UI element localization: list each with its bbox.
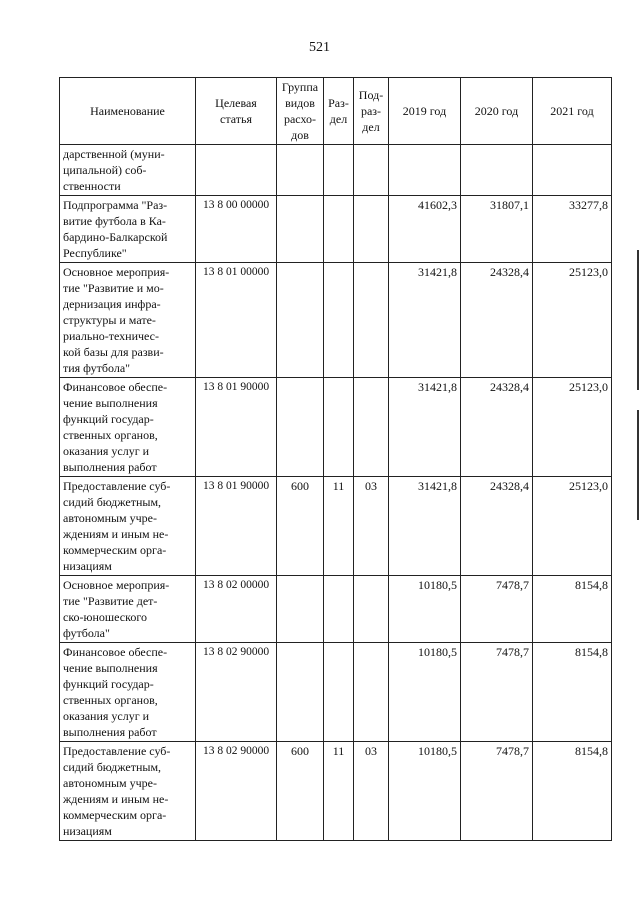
row-subsection: 03: [354, 742, 389, 841]
page-number: 521: [309, 40, 330, 55]
row-expense-group: 600: [277, 742, 324, 841]
row-expense-group: [277, 378, 324, 477]
row-name-line: Основное мероприя-: [63, 265, 170, 279]
row-value-2019: 41602,3: [389, 196, 461, 263]
row-subsection: 03: [354, 477, 389, 576]
row-name: [60, 378, 196, 477]
table-row: [60, 477, 612, 576]
row-name-line: дарственной (муни-: [63, 147, 165, 161]
row-value-2019: 10180,5: [389, 576, 461, 643]
row-name-line: Финансовое обеспе-: [63, 380, 168, 394]
table-row: [60, 742, 612, 841]
header-year-2019: 2019 год: [389, 78, 461, 145]
row-name-line: ственности: [63, 179, 121, 193]
row-expense-group: [277, 196, 324, 263]
row-value-2020: [461, 145, 533, 196]
row-value-2021: 25123,0: [533, 378, 612, 477]
row-value-2021: 8154,8: [533, 643, 612, 742]
row-target-item: 13 8 01 90000: [196, 378, 277, 477]
row-target-item: 13 8 02 90000: [196, 643, 277, 742]
row-value-2019: 31421,8: [389, 263, 461, 378]
row-name-line: коммерческим орга-: [63, 543, 167, 557]
row-name-line: Основное мероприя-: [63, 578, 170, 592]
row-name-line: тие "Развитие дет-: [63, 594, 158, 608]
header-section-line: Раз-: [328, 96, 349, 110]
row-target-item: [196, 145, 277, 196]
row-name-line: ципальной) соб-: [63, 163, 147, 177]
row-expense-group: [277, 145, 324, 196]
row-section: 11: [324, 477, 354, 576]
row-subsection: [354, 196, 389, 263]
row-name-line: автономным учре-: [63, 776, 158, 790]
row-value-2021: 25123,0: [533, 263, 612, 378]
header-year-2020: 2020 год: [461, 78, 533, 145]
header-expense-group-line: Группа: [281, 80, 319, 94]
table-body: [60, 145, 612, 841]
row-name-line: сидий бюджетным,: [63, 760, 162, 774]
row-section: [324, 145, 354, 196]
header-target-item-line: Целевая: [215, 96, 257, 110]
row-section: [324, 263, 354, 378]
header-section: [324, 78, 354, 145]
row-name-line: низациям: [63, 559, 112, 573]
header-target-item-line: статья: [220, 112, 252, 126]
row-name-line: Финансовое обеспе-: [63, 645, 168, 659]
row-section: [324, 196, 354, 263]
header-expense-group-line: расхо-: [283, 112, 317, 126]
row-value-2019: 31421,8: [389, 378, 461, 477]
row-name: [60, 477, 196, 576]
row-target-item: 13 8 01 90000: [196, 477, 277, 576]
row-name-line: риально-техничес-: [63, 329, 159, 343]
row-name-line: сидий бюджетным,: [63, 495, 162, 509]
row-name-line: Предоставление суб-: [63, 479, 171, 493]
row-value-2020: 7478,7: [461, 643, 533, 742]
row-expense-group: [277, 263, 324, 378]
row-subsection: [354, 145, 389, 196]
row-name-line: автономным учре-: [63, 511, 158, 525]
row-value-2020: 24328,4: [461, 378, 533, 477]
table-row: [60, 145, 612, 196]
row-value-2021: 8154,8: [533, 576, 612, 643]
row-name-line: тие "Развитие и мо-: [63, 281, 164, 295]
row-value-2021: [533, 145, 612, 196]
row-name-line: ждениям и иным не-: [63, 527, 169, 541]
row-subsection: [354, 643, 389, 742]
row-name-line: низациям: [63, 824, 112, 838]
table-row: [60, 643, 612, 742]
row-subsection: [354, 378, 389, 477]
row-name-line: выполнения работ: [63, 460, 157, 474]
row-section: [324, 643, 354, 742]
row-name-line: Подпрограмма "Раз-: [63, 198, 168, 212]
row-name-line: дернизация инфра-: [63, 297, 161, 311]
table-row: [60, 378, 612, 477]
row-value-2020: 7478,7: [461, 742, 533, 841]
row-name: [60, 742, 196, 841]
row-value-2021: 25123,0: [533, 477, 612, 576]
table-row: [60, 196, 612, 263]
row-name-line: ственных органов,: [63, 693, 158, 707]
row-name: [60, 196, 196, 263]
row-value-2019: 31421,8: [389, 477, 461, 576]
row-target-item: 13 8 02 00000: [196, 576, 277, 643]
budget-table: [59, 77, 612, 841]
row-value-2019: 10180,5: [389, 742, 461, 841]
row-name-line: чение выполнения: [63, 396, 158, 410]
row-value-2019: [389, 145, 461, 196]
header-name: Наименование: [60, 78, 196, 145]
row-name-line: оказания услуг и: [63, 444, 150, 458]
row-name-line: оказания услуг и: [63, 709, 150, 723]
row-name-line: тия футбола": [63, 361, 131, 375]
header-subsection: [354, 78, 389, 145]
row-name-line: футбола": [63, 626, 110, 640]
header-subsection-line: дел: [362, 120, 380, 134]
row-name-line: коммерческим орга-: [63, 808, 167, 822]
row-name-line: витие футбола в Ка-: [63, 214, 166, 228]
header-year-2021: 2021 год: [533, 78, 612, 145]
row-value-2021: 8154,8: [533, 742, 612, 841]
table-header-row: [60, 78, 612, 145]
row-name-line: ско-юношеского: [63, 610, 147, 624]
row-target-item: 13 8 01 00000: [196, 263, 277, 378]
row-section: [324, 576, 354, 643]
row-name-line: чение выполнения: [63, 661, 158, 675]
row-value-2020: 7478,7: [461, 576, 533, 643]
row-name-line: выполнения работ: [63, 725, 157, 739]
row-section: 11: [324, 742, 354, 841]
row-name: [60, 576, 196, 643]
row-subsection: [354, 576, 389, 643]
header-subsection-line: раз-: [360, 104, 382, 118]
row-name: [60, 643, 196, 742]
row-expense-group: [277, 576, 324, 643]
row-name-line: кой базы для разви-: [63, 345, 164, 359]
row-subsection: [354, 263, 389, 378]
header-expense-group: [277, 78, 324, 145]
row-name-line: бардино-Балкарской: [63, 230, 168, 244]
row-name-line: Республике": [63, 246, 127, 260]
header-expense-group-line: видов: [285, 96, 315, 110]
row-name-line: Предоставление суб-: [63, 744, 171, 758]
row-value-2020: 24328,4: [461, 477, 533, 576]
row-value-2019: 10180,5: [389, 643, 461, 742]
table-row: [60, 263, 612, 378]
row-name-line: ственных органов,: [63, 428, 158, 442]
row-name-line: структуры и мате-: [63, 313, 156, 327]
row-target-item: 13 8 02 90000: [196, 742, 277, 841]
row-section: [324, 378, 354, 477]
header-target-item: [196, 78, 277, 145]
table-row: [60, 576, 612, 643]
header-section-line: дел: [329, 112, 348, 126]
row-name: [60, 263, 196, 378]
header-expense-group-line: дов: [291, 128, 309, 142]
row-name: [60, 145, 196, 196]
row-name-line: функций государ-: [63, 412, 154, 426]
row-value-2020: 31807,1: [461, 196, 533, 263]
row-target-item: 13 8 00 00000: [196, 196, 277, 263]
row-expense-group: 600: [277, 477, 324, 576]
row-value-2020: 24328,4: [461, 263, 533, 378]
row-value-2021: 33277,8: [533, 196, 612, 263]
header-subsection-line: Под-: [358, 88, 384, 102]
row-name-line: функций государ-: [63, 677, 154, 691]
row-name-line: ждениям и иным не-: [63, 792, 169, 806]
row-expense-group: [277, 643, 324, 742]
